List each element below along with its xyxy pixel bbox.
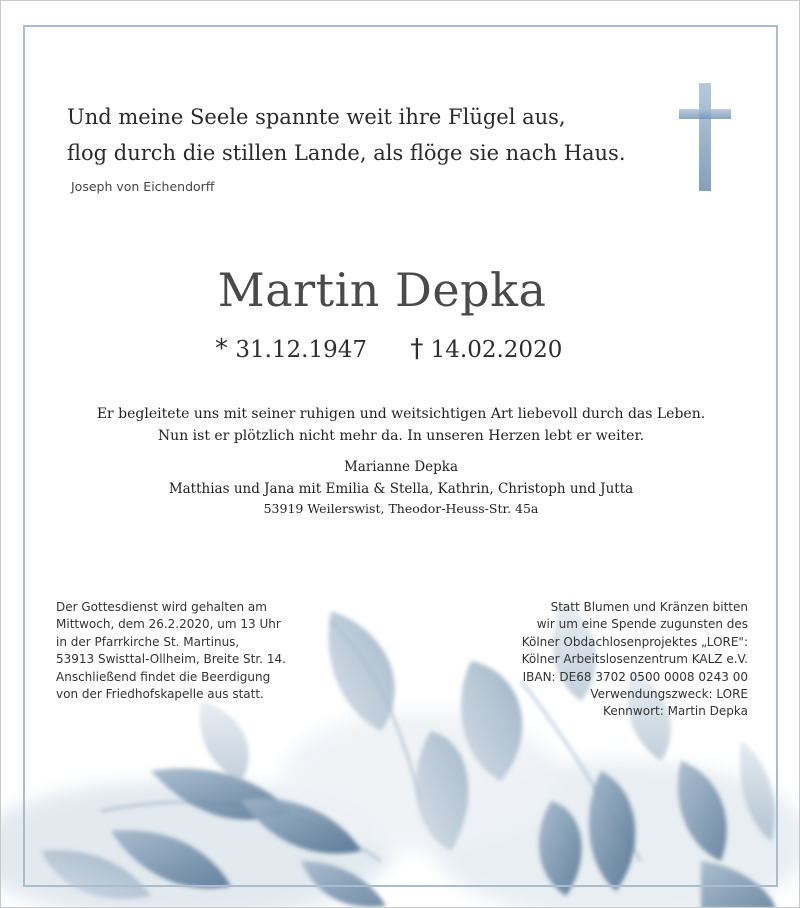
donation-line: Kölner Obdachlosenprojektes „LORE":	[521, 634, 748, 649]
cross-icon	[679, 83, 731, 191]
quote	[67, 99, 626, 171]
family-line: Matthias und Jana mit Emilia & Stella, Kathrin, Christoph und Jutta	[168, 481, 634, 497]
donation-line: Verwendungszweck: LORE	[590, 687, 748, 702]
family-address: 53919 Weilerswist, Theodor-Heuss-Str. 45a	[263, 501, 539, 516]
service-line: 53913 Swisttal-Ollheim, Breite Str. 14.	[56, 652, 286, 667]
memorial-line: Nun ist er plötzlich nicht mehr da. In unseren Herzen lebt er weiter.	[157, 428, 645, 444]
donation-line: IBAN: DE68 3702 0500 0008 0243 00	[522, 669, 748, 684]
service-line: Anschließend findet die Beerdigung	[56, 669, 271, 684]
service-line: Mittwoch, dem 26.2.2020, um 13 Uhr	[56, 617, 281, 632]
service-line: von der Friedhofskapelle aus statt.	[56, 687, 264, 702]
family-line: Marianne Depka	[343, 459, 459, 475]
death-date: 14.02.2020	[430, 337, 563, 363]
life-dates	[215, 334, 562, 364]
deceased-name: Martin Depka	[217, 263, 547, 317]
donation-line: wir um eine Spende zugunsten des	[536, 617, 748, 632]
memorial-text	[1, 403, 800, 447]
service-line: Der Gottesdienst wird gehalten am	[56, 600, 267, 614]
donation-info	[522, 599, 748, 721]
birth-symbol: *	[215, 334, 228, 364]
quote-line: flog durch die stillen Lande, als flöge sie nach Haus.	[67, 141, 626, 165]
service-line: in der Pfarrkirche St. Martinus,	[56, 634, 240, 649]
donation-line: Statt Blumen und Kränzen bitten	[550, 600, 748, 614]
memorial-line: Er begleitete uns mit seiner ruhigen und weitsichtigen Art liebevoll durch das Leben.	[96, 406, 706, 422]
donation-line: Kennwort: Martin Depka	[603, 704, 748, 719]
quote-line: Und meine Seele spannte weit ihre Flügel aus,	[67, 105, 566, 129]
death-symbol: †	[410, 334, 424, 364]
donation-line: Kölner Arbeitslosenzentrum KALZ e.V.	[521, 652, 748, 667]
service-info	[56, 599, 286, 703]
family-names	[1, 456, 800, 500]
birth-date: 31.12.1947	[235, 337, 368, 363]
quote-author: Joseph von Eichendorff	[71, 179, 215, 194]
